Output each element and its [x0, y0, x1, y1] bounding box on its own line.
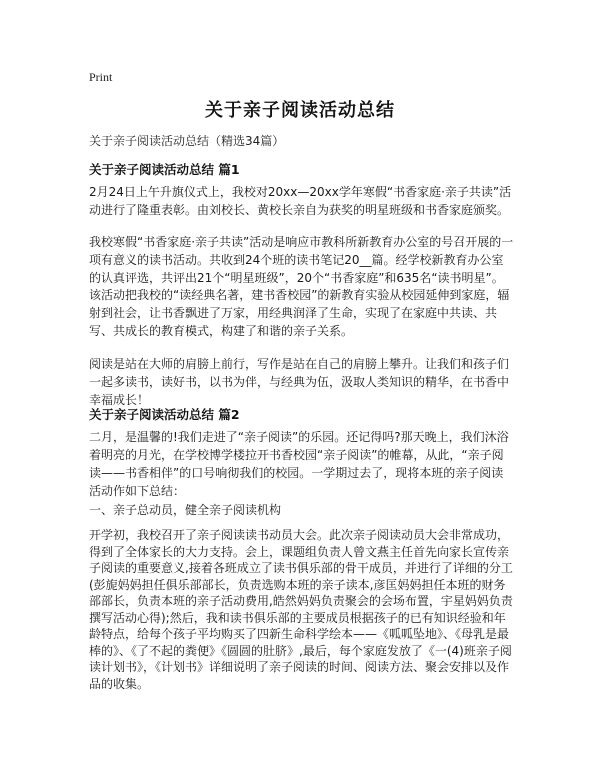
paragraph: 2月24日上午升旗仪式上，我校对20xx—20xx学年寒假“书香家庭·亲子共读”活动进行了隆重表彰。由刘校长、黄校长亲自为获奖的明星班级和书香家庭颁奖。 [89, 185, 512, 217]
document-subtitle: 关于亲子阅读活动总结（精选34篇） [89, 134, 285, 148]
print-link[interactable]: Print [89, 70, 113, 84]
paragraph: 二月，是温馨的!我们走进了“亲子阅读”的乐园。还记得吗?那天晚上，我们沐浴着明亮的月光，在学校博学楼拉开书香校园“亲子阅读”的帷幕，从此，“亲子阅读——书香相伴”的口号响彻我们的校园。一学期过去了，现将本班的亲子阅读活动作如下总结： [89, 430, 509, 498]
paragraph: 该活动把我校的“读经典名著，建书香校园”的新教育实验从校园延伸到家庭，辐射到社会，让书香飘进了万家，用经典润泽了生命，实现了在家庭中共读、共写、共成长的教育模式，构建了和谐的亲子关系。 [89, 288, 510, 338]
paragraph: 开学初，我校召开了亲子阅读读书动员大会。此次亲子阅读动员大会非常成功，得到了全体家长的大力支持。会上，课题组负责人曾文燕主任首先向家长宣传亲子阅读的重要意义,接着各班成立了读书俱乐部的骨干成员，并进行了详细的分工(彭旎妈妈担任俱乐部部长，负责选购本班的亲子读本,彦匡妈妈担任本班的财务部部长，负责本班的亲子活动费用,皓然妈妈负责聚会的会场布置，宇星妈妈负责撰写活动心得);然后，我和读书俱乐部的主要成员根据孩子的已有知识经验和年龄特点，给每个孩子平均购买了四新生命科学绘本——《呱呱坠地》、《母乳是最棒的》、《了不起的粪便》《圆圆的肚脐》,最后，每个家庭发放了《一(4)班亲子阅读计划书》，《计划书》详细说明了亲子阅读的时间、阅读方法、聚会安排以及作品的收集。 [89, 528, 513, 691]
section-heading-2: 关于亲子阅读活动总结 篇2 [89, 407, 240, 422]
page-title: 关于亲子阅读活动总结 [205, 100, 395, 121]
sub-heading: 一、亲子总动员，健全亲子阅读机构 [89, 503, 282, 517]
paragraph: 我校寒假“书香家庭·亲子共读”活动是响应市教科所新教育办公室的号召开展的一项有意义的读书活动。共收到24个班的读书笔记20__篇。经学校新教育办公室的认真评选，共评出21个“明星班级”，20个“书香家庭”和635名“读书明星”。 [89, 235, 514, 285]
section-heading-1: 关于亲子阅读活动总结 篇1 [89, 162, 240, 177]
paragraph: 阅读是站在大师的肩膀上前行，写作是站在自己的肩膀上攀升。让我们和孩子们一起多读书，读好书，以书为伴，与经典为伍，汲取人类知识的精华，在书香中幸福成长！ [89, 357, 510, 407]
